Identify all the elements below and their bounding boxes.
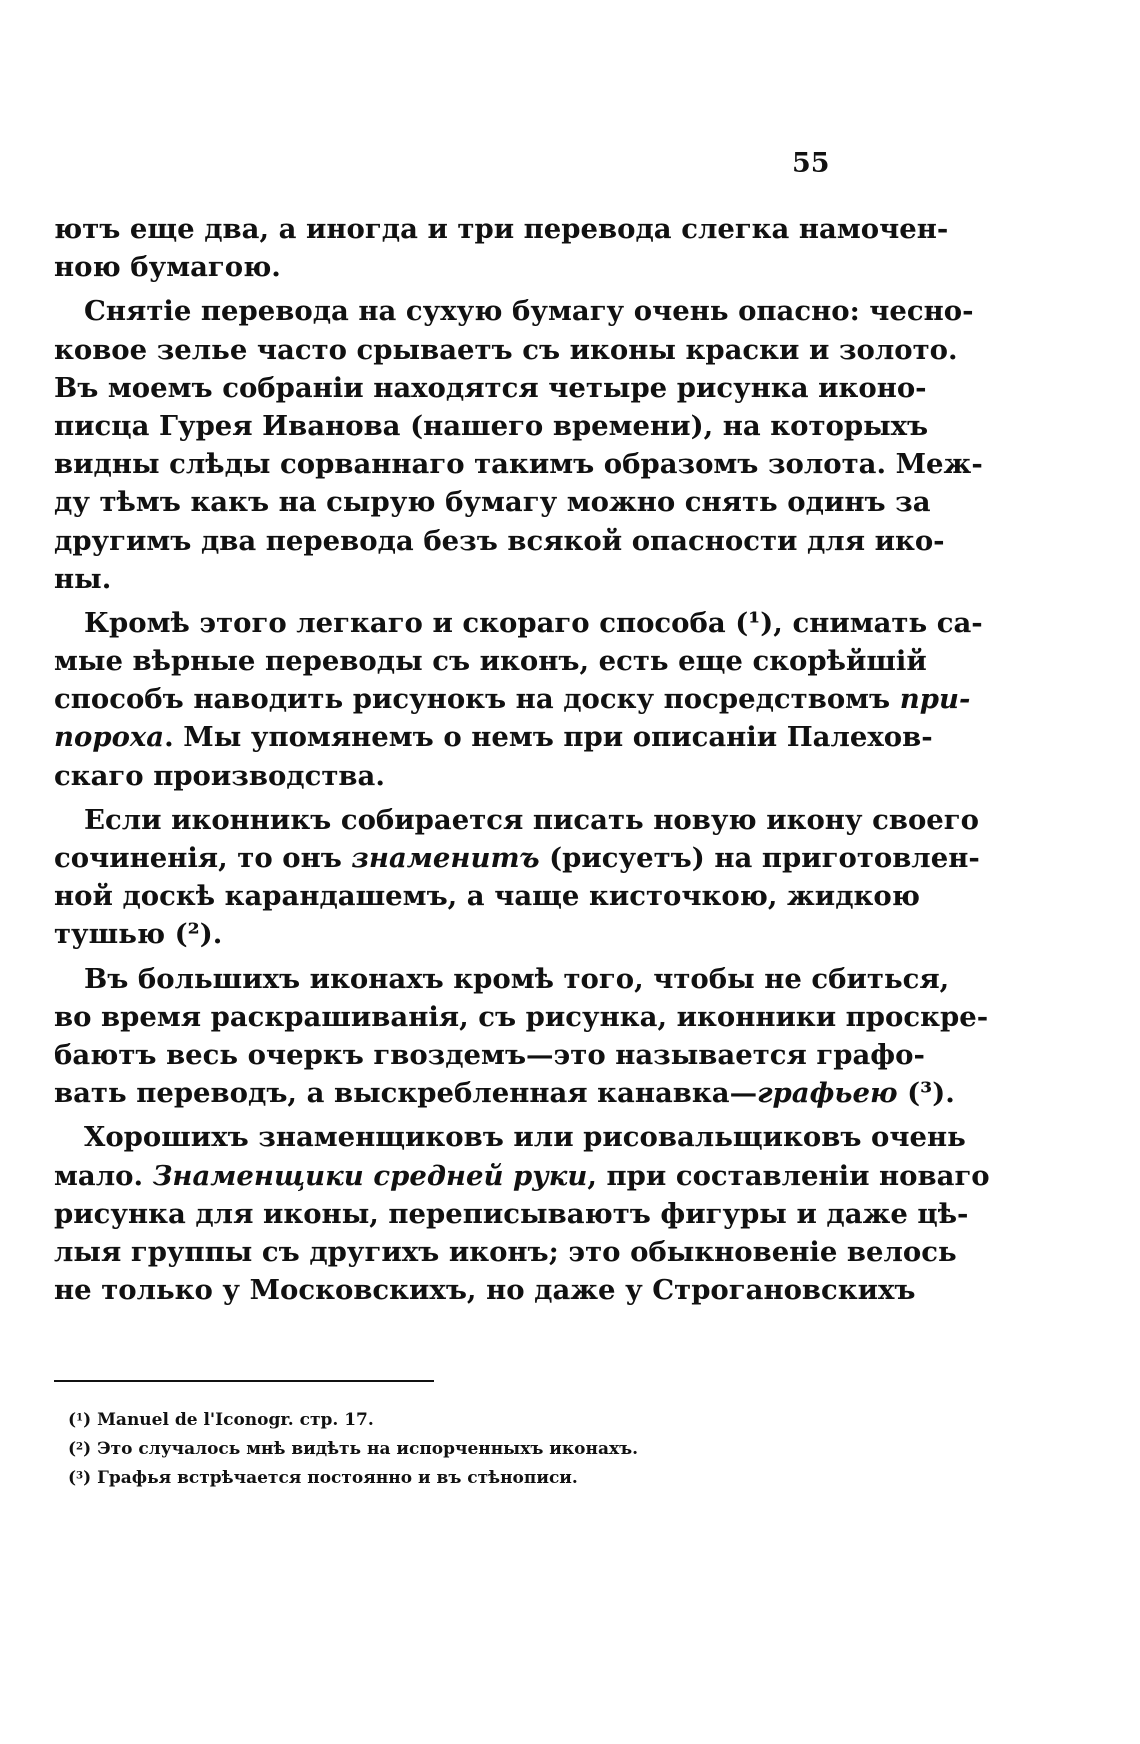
footnote: ($^2$) Это случалось мнѣ видѣть на испорченныхъ иконахъ. — [68, 1439, 639, 1459]
body-text — [54, 210, 990, 1309]
text-line: баютъ весь очеркъ гвоздемъ—это называется графо- — [54, 1038, 925, 1071]
text-line: вать переводъ, а выскребленная канавка—графьею (³). — [54, 1077, 955, 1110]
footnote-rule — [54, 1380, 434, 1382]
text-line: рисунка для иконы, переписываютъ фигуры и даже цѣ- — [54, 1197, 969, 1230]
footnotes — [68, 1406, 638, 1493]
text-line: Въ большихъ иконахъ кромѣ того, чтобы не сбиться, — [84, 962, 950, 995]
text-line: лыя группы съ другихъ иконъ; это обыкновеніе велось — [54, 1235, 957, 1268]
footnote: ($^1$) Manuel de l'Iconogr. стр. 17. — [68, 1410, 374, 1430]
text-line: не только у Московскихъ, но даже у Строгановскихъ — [54, 1274, 916, 1307]
text-line: ной доскѣ карандашемъ, а чаще кисточкою, жидкою — [54, 880, 920, 913]
footnote-mark: 3 — [76, 1469, 84, 1482]
footnote: ($^3$) Графья встрѣчается постоянно и въ стѣнописи. — [68, 1468, 578, 1488]
text-line: Снятіе перевода на сухую бумагу очень опасно: чесно- — [84, 295, 974, 328]
text-line: другимъ два перевода безъ всякой опасности для ико- — [54, 524, 945, 557]
text-line: Кромѣ этого легкаго и скораго способа (¹), снимать са- — [84, 606, 983, 639]
text-line: ковое зелье часто срываетъ съ иконы краски и золото. — [54, 333, 958, 366]
footnote-text: Графья встрѣчается постоянно и въ стѣнописи. — [97, 1468, 578, 1488]
text-line: пороха. Мы упомянемъ о немъ при описаніи Палехов- — [54, 721, 933, 754]
text-line: тушью (²). — [54, 918, 223, 951]
text-line: мые вѣрные переводы съ иконъ, есть еще скорѣйшій — [54, 645, 927, 678]
footnote-text: Это случалось мнѣ видѣть на испорченныхъ иконахъ. — [97, 1439, 639, 1459]
text-line: ною бумагою. — [54, 251, 281, 284]
text-line: во время раскрашиванія, съ рисунка, иконники проскре- — [54, 1000, 989, 1033]
text-line: способъ наводить рисунокъ на доску посредствомъ при- — [54, 683, 971, 716]
text-line: ду тѣмъ какъ на сырую бумагу можно снять одинъ за — [54, 486, 931, 519]
text-line: Если иконникъ собирается писать новую икону своего — [84, 803, 979, 836]
text-line: Въ моемъ собраніи находятся четыре рисунка иконо- — [54, 371, 927, 404]
text-line: сочиненія, то онъ знаменитъ (рисуетъ) на приготовлен- — [54, 842, 980, 874]
text-line: ны. — [54, 562, 112, 595]
text-line: Хорошихъ знаменщиковъ или рисовальщиковъ очень — [84, 1121, 966, 1154]
text-line: видны слѣды сорваннаго такимъ образомъ золота. Меж- — [54, 448, 983, 481]
text-line: писца Гурея Иванова (нашего времени), на которыхъ — [54, 409, 929, 442]
text-line: мало. Знаменщики средней руки, при составленіи новаго — [54, 1159, 990, 1192]
footnote-mark: 2 — [76, 1440, 84, 1453]
text-line: ютъ еще два, а иногда и три перевода слегка намочен- — [54, 213, 949, 245]
footnote-mark: 1 — [76, 1411, 84, 1424]
text-line: скаго производства. — [54, 759, 385, 792]
footnote-text: Manuel de l'Iconogr. стр. 17. — [97, 1410, 374, 1430]
page-number: 55 — [792, 148, 830, 179]
